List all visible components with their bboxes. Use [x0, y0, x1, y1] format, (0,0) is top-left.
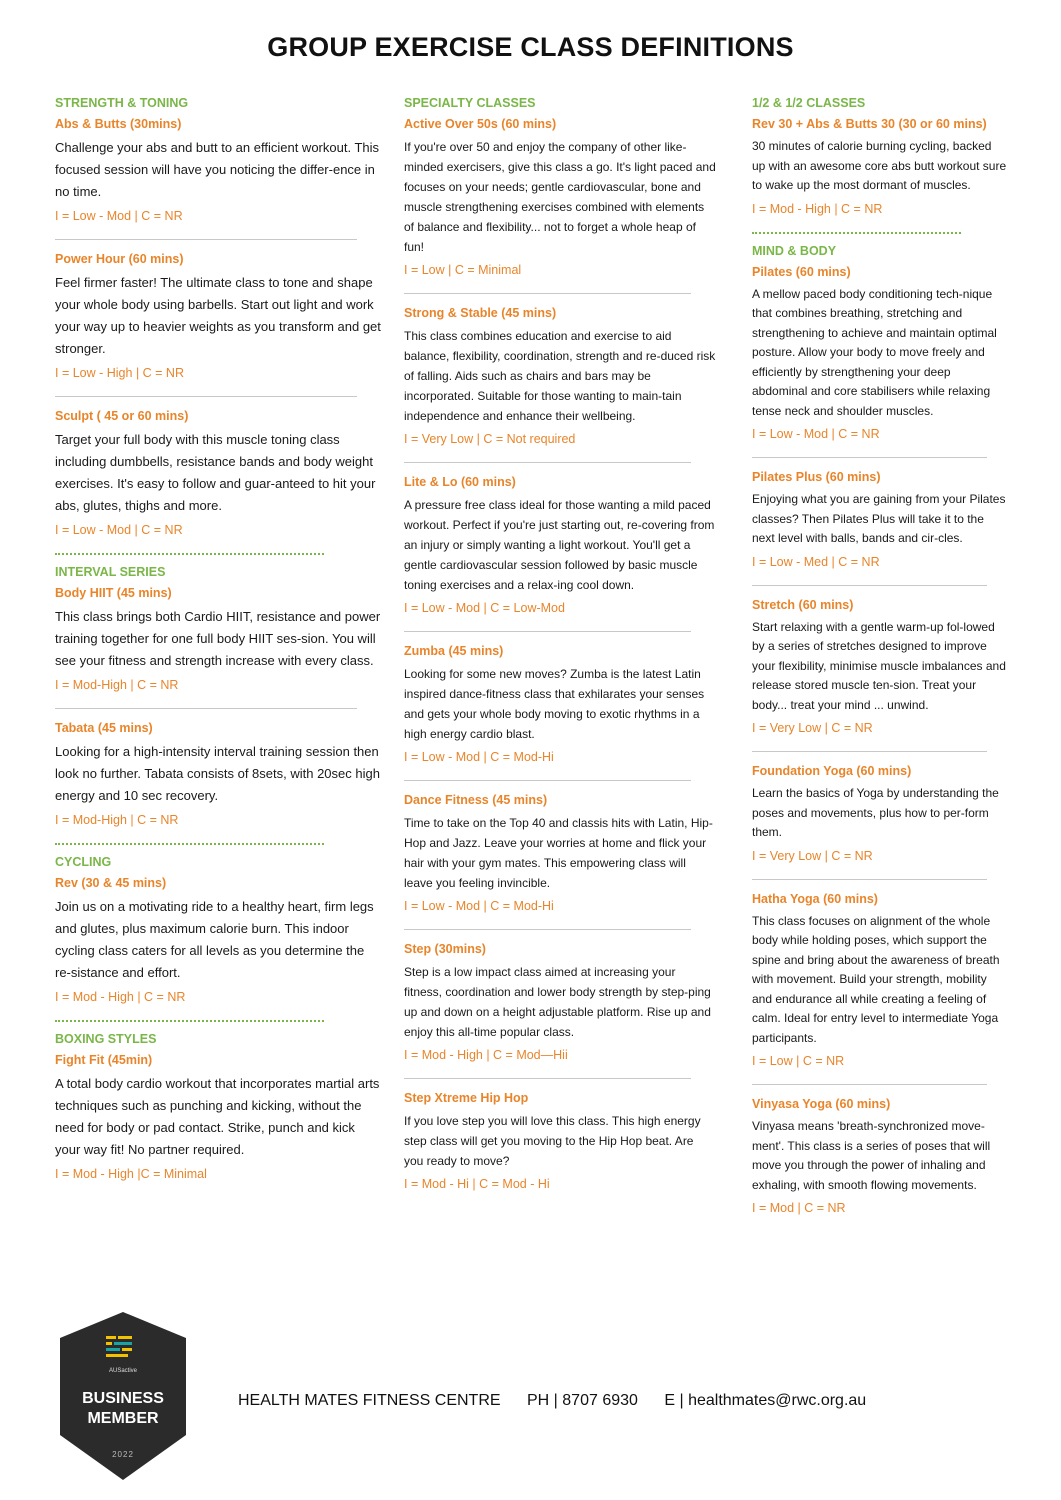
section-heading: INTERVAL SERIES — [55, 565, 166, 579]
class-description: Start relaxing with a gentle warm-up fol-lowed by a series of stretches designed to improve your flexibility, minimise muscle imbalances and release stored muscle ten-sion. Treat your body... treat your mind ... unwind. — [752, 619, 1006, 712]
column-1 — [55, 96, 383, 1181]
page-title: GROUP EXERCISE CLASS DEFINITIONS — [267, 32, 794, 62]
badge-year: 2022 — [112, 1450, 134, 1459]
intensity-complexity-rating: I = Mod - High | C = NR — [752, 201, 883, 216]
divider-line — [752, 585, 987, 586]
section-divider — [55, 1020, 324, 1022]
class-title: Pilates Plus (60 mins) — [752, 470, 881, 484]
divider-line — [55, 708, 357, 709]
class-block — [404, 475, 716, 632]
class-block — [752, 598, 1007, 753]
intensity-complexity-rating: I = Low - Mod | C = NR — [55, 523, 183, 537]
class-title: Tabata (45 mins) — [55, 721, 153, 735]
class-block — [752, 764, 1007, 880]
business-member-badge — [58, 1310, 188, 1482]
class-block — [55, 96, 383, 240]
class-title: Power Hour (60 mins) — [55, 252, 184, 266]
divider-line — [55, 396, 357, 397]
intensity-complexity-rating: I = Low | C = Minimal — [404, 263, 522, 277]
class-block — [55, 721, 383, 845]
intensity-complexity-rating: I = Low | C = NR — [752, 1054, 845, 1068]
class-description: A pressure free class ideal for those wanting a mild paced workout. Perfect if you're just starting out, re-covering from an injury or simply wanting a light workout. You'll get a gentle cardiovascular session followed by basic muscle toning exercises and a relax-ing cool down. — [404, 498, 715, 592]
class-block — [752, 1097, 1007, 1215]
class-description: Feel firmer faster! The ultimate class to tone and shape your whole body using barbells. Start out light and work your way up to heavier weights as you transform and get stronger. — [55, 275, 381, 356]
class-description: 30 minutes of calorie burning cycling, backed up with an awesome core abs butt workout sure to wake up the most dormant of muscles. — [752, 139, 1007, 192]
intensity-complexity-rating: I = Low - Mod | C = NR — [55, 209, 183, 223]
footer-centre-name: HEALTH MATES FITNESS CENTRE — [238, 1392, 501, 1409]
divider-line — [752, 751, 987, 752]
class-block — [55, 252, 383, 397]
class-description: This class combines education and exercise to aid balance, flexibility, coordination, strength and re-duced risk of falling. Aids such as chairs and bars may be incorporated. Suitable for those wanting to main-tain independence and enhance their wellbeing. — [404, 329, 716, 423]
class-title: Sculpt ( 45 or 60 mins) — [55, 409, 189, 423]
section-divider — [55, 553, 324, 555]
class-description: This class brings both Cardio HIIT, resistance and power training together for one full body HIIT ses-sion. You will see your fitness and strength increase with every class. — [55, 609, 381, 668]
class-title: Dance Fitness (45 mins) — [404, 793, 548, 807]
class-description: A total body cardio workout that incorporates martial arts techniques such as punching and kicking, without the need for body or pad contact. Strike, punch and kick your way fit! No partner required. — [55, 1076, 380, 1157]
class-block — [55, 565, 383, 709]
class-description: Step is a low impact class aimed at increasing your fitness, coordination and lower body strength by step-ping up and down on a height adjustable platform. Rise up and enjoy this all-time popular class. — [404, 965, 711, 1039]
class-description: If you're over 50 and enjoy the company of other like-minded exercisers, give this class a go. It's light paced and focuses on your needs; gentle cardiovascular, bone and muscle strengthening exercises combined with elements of balance and flexibility... not to forget a whole heap of fun! — [404, 140, 716, 254]
divider-line — [404, 631, 691, 632]
class-block — [55, 409, 383, 555]
class-title: Body HIIT (45 mins) — [55, 586, 172, 600]
class-description: Enjoying what you are gaining from your Pilates classes? Then Pilates Plus will take it to the next level with balls, bands and cir-cles. — [752, 492, 1006, 545]
class-description: Looking for some new moves? Zumba is the latest Latin inspired dance-fitness class that exhilarates your senses and gets your whole body moving to exotic rhythms in a high energy cardio blast. — [404, 667, 705, 741]
class-block — [404, 96, 716, 294]
class-block — [752, 96, 1007, 234]
class-title: Strong & Stable (45 mins) — [404, 306, 557, 320]
class-description: Challenge your abs and butt to an efficient workout. This focused session will have you noticing the differ-ence in no time. — [55, 140, 379, 199]
class-title: Fight Fit (45min) — [55, 1053, 153, 1067]
intensity-complexity-rating: I = Very Low | C = Not required — [404, 432, 576, 446]
divider-line — [752, 1084, 987, 1085]
divider-line — [404, 929, 691, 930]
class-title: Active Over 50s (60 mins) — [404, 117, 557, 131]
class-description: Time to take on the Top 40 and classis hits with Latin, Hip-Hop and Jazz. Leave your worries at home and flick your hair with your gym mates. This empowering class will leave you feeling invincible. — [404, 816, 713, 890]
badge-business-text: BUSINESS — [82, 1390, 164, 1407]
intensity-complexity-rating: I = Low - Mod | C = Mod-Hi — [404, 750, 554, 764]
intensity-complexity-rating: I = Mod - High |C = Minimal — [55, 1167, 207, 1181]
column-3 — [752, 96, 1007, 1215]
class-block — [404, 1091, 716, 1191]
class-block — [752, 892, 1007, 1086]
intensity-complexity-rating: I = Low - Med | C = NR — [752, 554, 880, 569]
section-heading: CYCLING — [55, 855, 112, 869]
intensity-complexity-rating: I = Mod - High | C = NR — [55, 990, 186, 1004]
divider-line — [404, 462, 691, 463]
badge-member-text: MEMBER — [87, 1410, 159, 1427]
class-title: Abs & Butts (30mins) — [55, 117, 182, 131]
footer-email: E | healthmates@rwc.org.au — [664, 1392, 867, 1409]
intensity-complexity-rating: I = Low - Mod | C = NR — [752, 427, 880, 441]
divider-line — [404, 780, 691, 781]
intensity-complexity-rating: I = Low - Mod | C = Mod-Hi — [404, 899, 554, 913]
class-description: A mellow paced body conditioning tech-nique that combines breathing, stretching and strengthening to achieve and maintain optimal posture. Allow your body to move freely and efficiently by strengthening your deep abdominal and core stabilisers while relaxing tense neck and shoulder muscles. — [752, 286, 997, 418]
class-title: Vinyasa Yoga (60 mins) — [752, 1097, 891, 1111]
class-title: Step Xtreme Hip Hop — [404, 1091, 529, 1105]
divider-line — [752, 879, 987, 880]
class-title: Step (30mins) — [404, 942, 486, 956]
class-block — [55, 855, 383, 1022]
class-description: Vinyasa means 'breath-synchronized move-ment'. This class is a series of poses that will move you through the power of inhaling and exhaling, with smooth flowing movements. — [752, 1119, 991, 1192]
class-block — [55, 1032, 383, 1181]
section-heading: BOXING STYLES — [55, 1032, 157, 1046]
section-divider — [752, 232, 961, 234]
class-block — [404, 306, 716, 463]
section-divider — [55, 843, 324, 845]
class-title: Zumba (45 mins) — [404, 644, 504, 658]
class-title: Hatha Yoga (60 mins) — [752, 891, 878, 906]
column-2 — [404, 96, 716, 1191]
class-block — [404, 793, 716, 930]
class-description: Learn the basics of Yoga by understanding the poses and movements, plus how to per-form them. — [752, 786, 999, 839]
class-title: Foundation Yoga (60 mins) — [752, 764, 912, 778]
section-heading: MIND & BODY — [752, 243, 837, 258]
class-block — [752, 244, 1007, 459]
intensity-complexity-rating: I = Very Low | C = NR — [752, 848, 873, 863]
class-block — [404, 942, 716, 1079]
footer-phone: PH | 8707 6930 — [527, 1392, 638, 1409]
intensity-complexity-rating: I = Low - High | C = NR — [55, 366, 184, 380]
class-title: Stretch (60 mins) — [752, 597, 854, 612]
divider-line — [404, 293, 691, 294]
section-heading: 1/2 & 1/2 CLASSES — [752, 96, 866, 110]
class-title: Rev (30 & 45 mins) — [55, 876, 167, 890]
intensity-complexity-rating: I = Mod - Hi | C = Mod - Hi — [404, 1177, 550, 1191]
intensity-complexity-rating: I = Very Low | C = NR — [752, 721, 873, 735]
intensity-complexity-rating: I = Low - Mod | C = Low-Mod — [404, 601, 565, 615]
class-title: Lite & Lo (60 mins) — [404, 475, 516, 489]
section-heading: SPECIALTY CLASSES — [404, 96, 536, 110]
class-title: Rev 30 + Abs & Butts 30 (30 or 60 mins) — [752, 117, 987, 131]
badge-org-name: AUSactive — [108, 1368, 137, 1374]
class-title: Pilates (60 mins) — [752, 264, 851, 279]
class-description: Target your full body with this muscle toning class including dumbbells, resistance bands and body weight exercises. It's easy to follow and guar-anteed to hit your abs, glutes, thighs and more. — [55, 432, 376, 513]
class-block — [404, 644, 716, 781]
divider-line — [752, 457, 987, 458]
class-description: Join us on a motivating ride to a healthy heart, firm legs and glutes, plus maximum calorie burn. This indoor cycling class caters for all levels as you determine the re-sistance and effort. — [55, 899, 374, 980]
divider-line — [404, 1078, 691, 1079]
intensity-complexity-rating: I = Mod - High | C = Mod—Hii — [404, 1048, 568, 1062]
class-block — [752, 470, 1007, 586]
footer-contact — [238, 1392, 888, 1410]
intensity-complexity-rating: I = Mod-High | C = NR — [55, 813, 179, 827]
section-heading: STRENGTH & TONING — [55, 96, 189, 110]
class-description: This class focuses on alignment of the whole body while holding poses, which support the spine and bring about the awareness of breath with movement. Build your strength, mobility and endurance all while creating a feeling of calm. Ideal for entry level to intermediate Yoga participants. — [752, 913, 1000, 1045]
intensity-complexity-rating: I = Mod | C = NR — [752, 1201, 846, 1215]
class-description: Looking for a high-intensity interval training session then look no further. Tabata consists of 8sets, with 20sec high energy and 10 sec recovery. — [55, 744, 380, 803]
divider-line — [55, 239, 357, 240]
class-description: If you love step you will love this class. This high energy step class will get you moving to the Hip Hop beat. Are you ready to move? — [404, 1114, 701, 1168]
intensity-complexity-rating: I = Mod-High | C = NR — [55, 678, 179, 692]
